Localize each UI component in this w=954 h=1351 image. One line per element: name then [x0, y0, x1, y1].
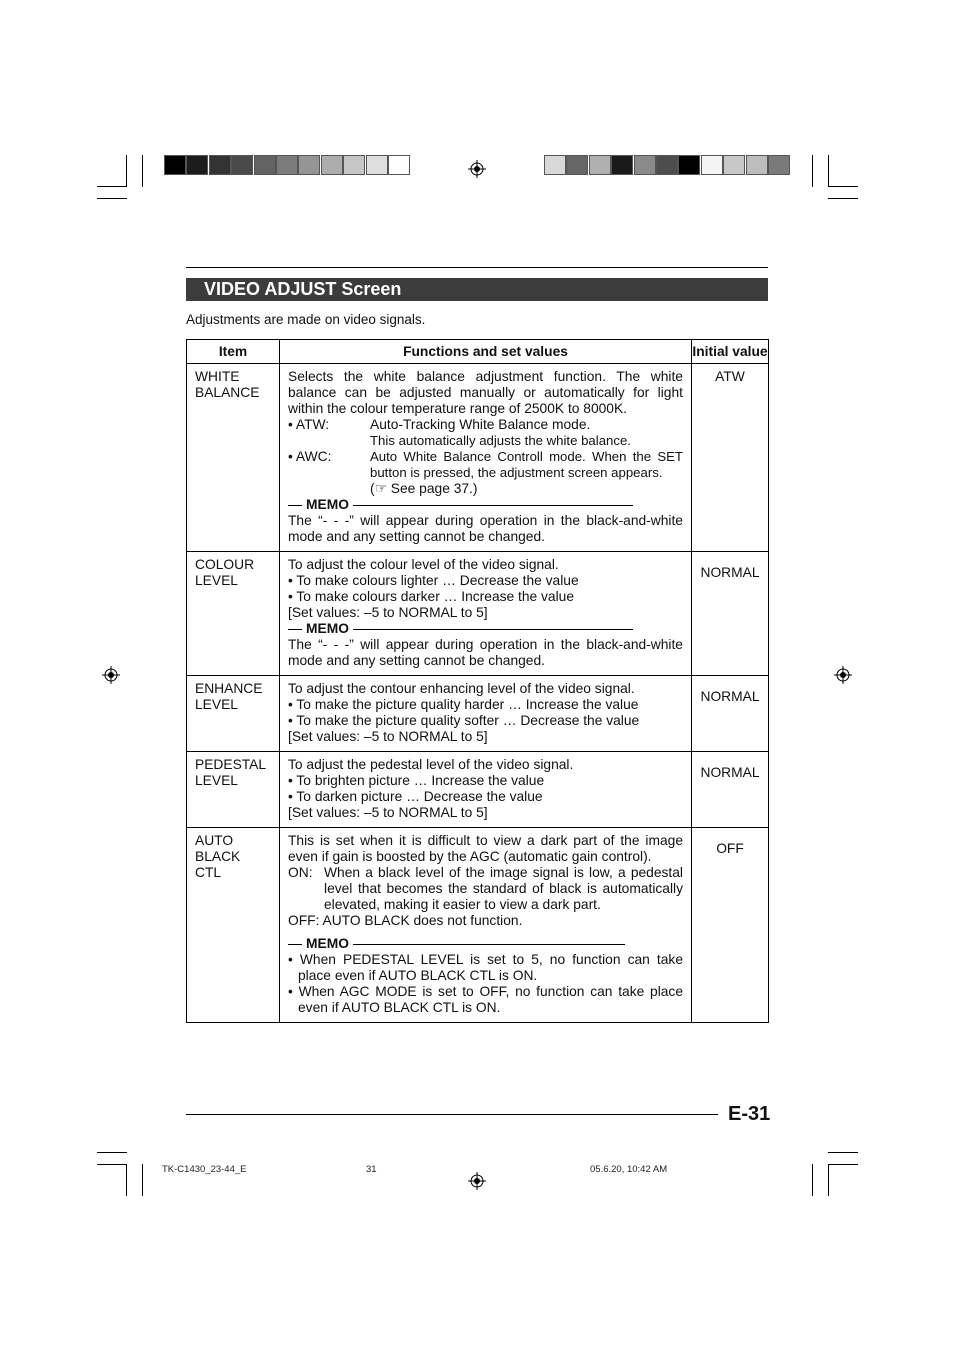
registration-mark-icon — [834, 666, 852, 684]
functions-cell: This is set when it is difficult to view a dark part of the image even if gain is boosted by the AGC (automatic gain control). ON: When a black level of the image signal is low, a pedestal level that becomes the standard of black is automatically elevated, making it easier to view a dark part. OFF: AUTO BLACK does not function. MEMO • When PEDESTAL LEVEL is set to 5, no function can take place even if AUTO BLACK CTL is ON. • When AGC MODE is set to OFF, no function can take place even if AUTO BLACK CTL is ON. — [280, 828, 692, 1023]
page-number: E-31 — [728, 1103, 771, 1125]
section-title-bar — [186, 278, 768, 301]
color-swatch — [566, 155, 588, 175]
memo-heading: MEMO — [288, 936, 683, 952]
color-swatch — [276, 155, 298, 175]
color-swatch — [298, 155, 320, 175]
video-adjust-table — [186, 339, 769, 1023]
color-swatch — [746, 155, 768, 175]
initial-value-cell: NORMAL — [692, 752, 769, 828]
memo-text: The “- - -” will appear during operation in the black-and-white mode and any setting cannot be changed. — [288, 637, 683, 668]
header-item: Item — [187, 340, 280, 364]
intro-text: Adjustments are made on video signals. — [186, 312, 426, 327]
initial-value-cell: OFF — [692, 828, 769, 1023]
color-swatch — [634, 155, 656, 175]
registration-mark-icon — [468, 160, 486, 178]
color-swatch — [611, 155, 633, 175]
header-functions: Functions and set values — [280, 340, 692, 364]
color-swatch — [544, 155, 566, 175]
color-swatch — [231, 155, 253, 175]
color-swatch — [723, 155, 745, 175]
item-cell: PEDESTAL LEVEL — [187, 752, 280, 828]
print-sheet-number: 31 — [366, 1164, 377, 1175]
header-initial: Initial value — [692, 340, 769, 364]
color-swatch — [366, 155, 388, 175]
memo-heading: MEMO — [288, 497, 683, 513]
functions-cell: Selects the white balance adjustment function. The white balance can be adjusted manually or automatically for light within the colour temperature range of 2500K to 8000K. • ATW: Auto-Tracking White Balance mode. This automatically adjusts the white balance. • AWC: Auto White Balance Controll mode. When the SET button is pressed, the adjustment screen appears. (☞ See page 37.) MEMO The “- - -” will appear during operation in the black-and-white mode and any setting cannot be changed. — [280, 364, 692, 552]
table-row — [187, 828, 769, 1023]
table-header-row — [187, 340, 769, 364]
print-file-name: TK-C1430_23-44_E — [162, 1164, 247, 1175]
functions-cell: To adjust the contour enhancing level of the video signal. • To make the picture quality harder … Increase the value • To make the picture quality softer … Decrease the value [Set values: –5 to NORMAL to 5] — [280, 676, 692, 752]
top-rule — [186, 267, 768, 268]
page-title: VIDEO ADJUST Screen — [204, 279, 402, 299]
functions-cell: To adjust the pedestal level of the video signal. • To brighten picture … Increase the value • To darken picture … Decrease the value [Set values: –5 to NORMAL to 5] — [280, 752, 692, 828]
table-row — [187, 752, 769, 828]
memo-text: • When AGC MODE is set to OFF, no function can take place even if AUTO BLACK CTL is ON. — [288, 984, 683, 1015]
memo-heading: MEMO — [288, 621, 683, 637]
bottom-rule — [186, 1114, 718, 1115]
color-swatch — [186, 155, 208, 175]
registration-mark-icon — [468, 1172, 486, 1190]
table-row — [187, 552, 769, 676]
functions-cell: To adjust the colour level of the video signal. • To make colours lighter … Decrease the value • To make colours darker … Increase the value [Set values: –5 to NORMAL to 5] MEMO The “- - -” will appear during operation in the black-and-white mode and any setting cannot be changed. — [280, 552, 692, 676]
color-swatch — [321, 155, 343, 175]
color-swatch — [388, 155, 410, 175]
print-timestamp: 05.6.20, 10:42 AM — [590, 1164, 668, 1175]
registration-mark-icon — [102, 666, 120, 684]
item-cell: AUTO BLACK CTL — [187, 828, 280, 1023]
initial-value-cell: NORMAL — [692, 552, 769, 676]
item-cell: WHITE BALANCE — [187, 364, 280, 552]
item-cell: ENHANCE LEVEL — [187, 676, 280, 752]
color-swatch — [209, 155, 231, 175]
color-swatch — [343, 155, 365, 175]
color-swatch — [254, 155, 276, 175]
color-swatch — [768, 155, 790, 175]
initial-value-cell: ATW — [692, 364, 769, 552]
item-cell: COLOUR LEVEL — [187, 552, 280, 676]
color-swatch — [678, 155, 700, 175]
color-swatch — [589, 155, 611, 175]
color-swatch — [164, 155, 186, 175]
memo-text: The “- - -” will appear during operation in the black-and-white mode and any setting cannot be changed. — [288, 513, 683, 544]
table-row — [187, 676, 769, 752]
color-swatch — [656, 155, 678, 175]
memo-text: • When PEDESTAL LEVEL is set to 5, no function can take place even if AUTO BLACK CTL is ON. — [288, 952, 683, 983]
color-swatch — [701, 155, 723, 175]
initial-value-cell: NORMAL — [692, 676, 769, 752]
table-row — [187, 364, 769, 552]
